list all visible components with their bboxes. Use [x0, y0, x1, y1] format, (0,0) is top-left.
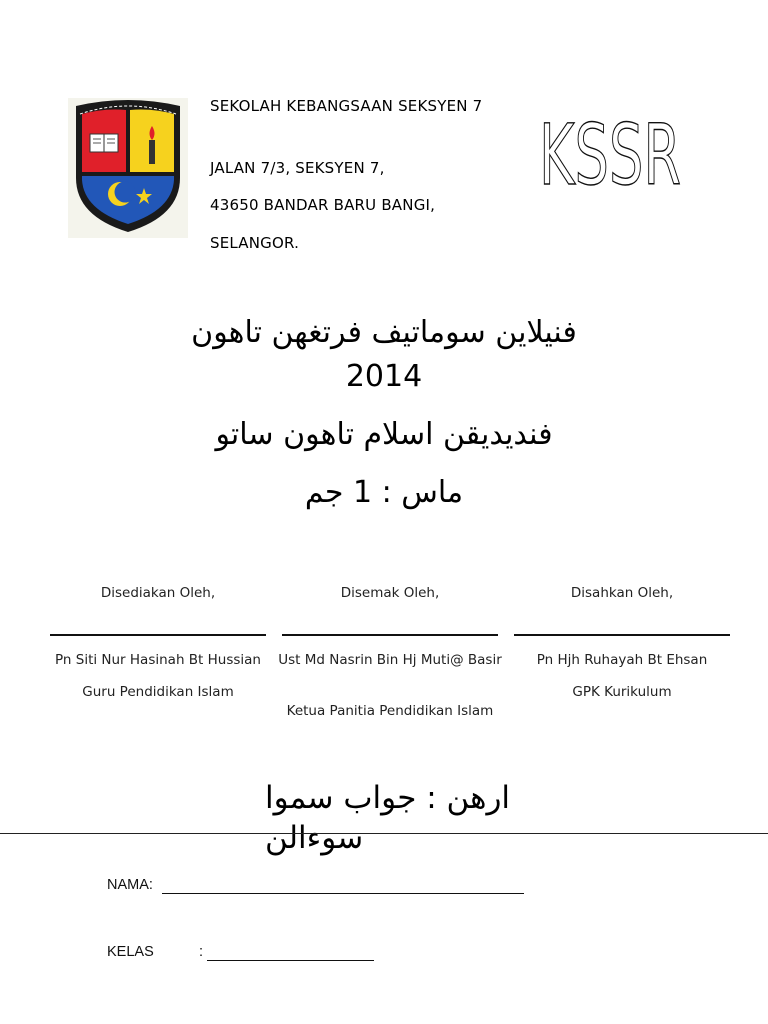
- class-label: KELAS: [107, 944, 154, 960]
- school-city: 43650 BANDAR BARU BANGI,: [210, 196, 436, 214]
- divider: [0, 833, 768, 834]
- kssr-text: KSSR: [539, 106, 681, 204]
- signature-role: Disemak Oleh,: [340, 585, 440, 601]
- class-colon: :: [199, 944, 204, 960]
- signature-position: Ketua Panitia Pendidikan Islam: [286, 703, 494, 719]
- signature-position: GPK Kurikulum: [572, 684, 672, 700]
- exam-title: فنيلاين سوماتيف فرتغهن تاهون: [191, 315, 577, 350]
- signature-role: Disediakan Oleh,: [100, 585, 216, 601]
- name-input-line[interactable]: [162, 893, 524, 894]
- name-label: NAMA:: [107, 877, 153, 893]
- school-name: SEKOLAH KEBANGSAAN SEKSYEN 7: [210, 97, 483, 115]
- signature-name: Ust Md Nasrin Bin Hj Muti@ Basir: [278, 652, 502, 668]
- school-state: SELANGOR.: [210, 234, 300, 252]
- class-input-line[interactable]: [207, 960, 374, 961]
- exam-year: 2014: [345, 359, 423, 394]
- instruction-text: ارهن : جواب سموا سوءالن: [265, 780, 511, 856]
- signature-name: Pn Hjh Ruhayah Bt Ehsan: [536, 652, 708, 668]
- subject-title: فنديديقن اسلام تاهون ساتو: [215, 417, 553, 452]
- signature-name: Pn Siti Nur Hasinah Bt Hussian: [55, 652, 261, 668]
- exam-duration: ماس : 1 جم: [304, 475, 464, 510]
- school-crest-icon: [68, 98, 188, 238]
- signature-line: [50, 634, 266, 636]
- kssr-badge: [535, 106, 685, 204]
- signature-position: Guru Pendidikan Islam: [82, 684, 234, 700]
- school-street: JALAN 7/3, SEKSYEN 7,: [210, 159, 385, 177]
- signature-line: [282, 634, 498, 636]
- signature-line: [514, 634, 730, 636]
- signature-role: Disahkan Oleh,: [570, 585, 674, 601]
